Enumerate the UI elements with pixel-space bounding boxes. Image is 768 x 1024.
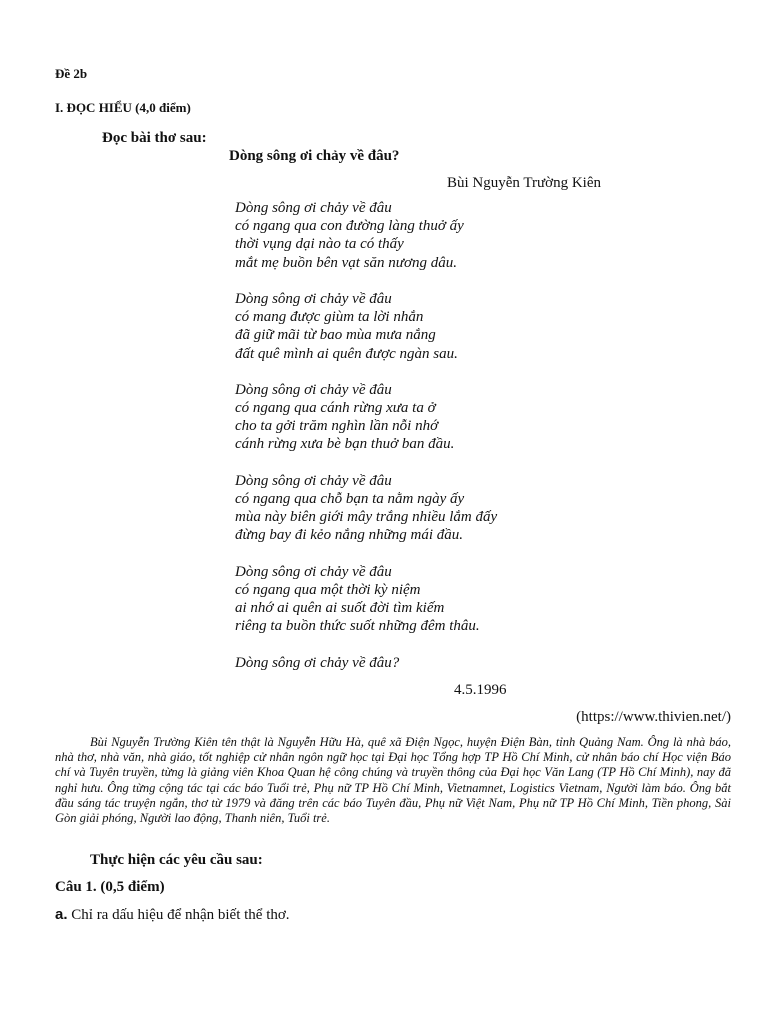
poem-line: cho ta gởi trăm nghìn lần nỗi nhớ <box>235 418 439 435</box>
poem-line: mùa này biên giới mây trắng nhiều lắm đấy <box>235 509 498 526</box>
reading-intro: Đọc bài thơ sau: <box>102 130 207 146</box>
question-1a-text: Chỉ ra dấu hiệu để nhận biết thể thơ. <box>67 907 290 923</box>
poem-date: 4.5.1996 <box>454 682 507 698</box>
question-1a <box>55 906 290 924</box>
poem-line: có ngang qua một thời kỳ niệm <box>235 581 421 598</box>
poem-line: đã giữ mãi từ bao mùa mưa nắng <box>235 327 436 344</box>
poem-body <box>235 199 497 672</box>
question-1a-label: a. <box>55 906 68 923</box>
poem-title: Dòng sông ơi chảy về đâu? <box>229 148 400 164</box>
poem-line: Dòng sông ơi chảy về đâu <box>235 563 392 580</box>
question-1-heading: Câu 1. (0,5 điểm) <box>55 879 165 895</box>
poem-line: Dòng sông ơi chảy về đâu <box>235 381 392 398</box>
poem-line: Dòng sông ơi chảy về đâu? <box>235 654 400 671</box>
poem-stanza <box>235 199 497 272</box>
exam-code: Đề 2b <box>55 66 88 81</box>
author-bio: Bùi Nguyễn Trường Kiên tên thật là Nguyễn Hữu Hà, quê xã Điện Ngọc, huyện Điện Bàn, tỉnh Quảng Nam. Ông là nhà báo, nhà thơ, nhà văn, nhà giáo, tốt nghiệp cử nhân ngôn ngữ học tại Đại học Tổng hợp TP Hồ Chí Minh, cử nhân báo chí Học viện Báo chí và Tuyên truyền, từng là giảng viên Khoa Quan hệ công chúng và truyền thông của Đại học Văn Lang (TP Hồ Chí Minh), nay đã nghỉ hưu. Ông từng cộng tác tại các báo Tuổi trẻ, Phụ nữ TP Hồ Chí Minh, Vietnamnet, Logistics Vietnam, Người làm báo. Ông bắt đầu sáng tác truyện ngắn, thơ từ 1979 và đăng trên các báo Tuyên đầu, Phụ nữ Việt Nam, Phụ nữ TP Hồ Chí Minh, Tiền phong, Sài Gòn giải phóng, Người lao động, Thanh niên, Tuổi trẻ. <box>55 735 731 826</box>
poem-line: ai nhớ ai quên ai suốt đời tìm kiếm <box>235 600 445 617</box>
poem-line: có ngang qua con đường làng thuở ấy <box>235 218 464 235</box>
poem-author: Bùi Nguyễn Trường Kiên <box>447 175 601 191</box>
poem-stanza <box>235 472 497 545</box>
poem-source: (https://www.thivien.net/) <box>576 709 731 725</box>
poem-line: Dòng sông ơi chảy về đâu <box>235 290 392 307</box>
poem-stanza <box>235 563 497 636</box>
section-title: I. ĐỌC HIỂU (4,0 điểm) <box>55 100 191 115</box>
poem-stanza <box>235 381 497 454</box>
poem-line: cánh rừng xưa bè bạn thuở ban đầu. <box>235 436 455 453</box>
poem-stanza <box>235 654 497 672</box>
poem-line: Dòng sông ơi chảy về đâu <box>235 200 392 216</box>
poem-line: riêng ta buồn thức suốt những đêm thâu. <box>235 618 480 635</box>
poem-line: đừng bay đi kẻo nắng những mái đầu. <box>235 527 464 544</box>
poem-line: có mang được giùm ta lời nhắn <box>235 309 424 326</box>
poem-stanza <box>235 290 497 363</box>
poem-line: Dòng sông ơi chảy về đâu <box>235 472 392 489</box>
poem-line: đất quê mình ai quên được ngàn sau. <box>235 345 458 362</box>
poem-line: mắt mẹ buồn bên vạt săn nương dâu. <box>235 254 457 271</box>
poem-line: thời vụng dại nào ta có thấy <box>235 236 404 253</box>
poem-line: có ngang qua cánh rừng xưa ta ở <box>235 400 436 417</box>
task-instruction: Thực hiện các yêu cầu sau: <box>90 852 263 868</box>
poem-line: có ngang qua chỗ bạn ta nằm ngày ấy <box>235 491 465 507</box>
